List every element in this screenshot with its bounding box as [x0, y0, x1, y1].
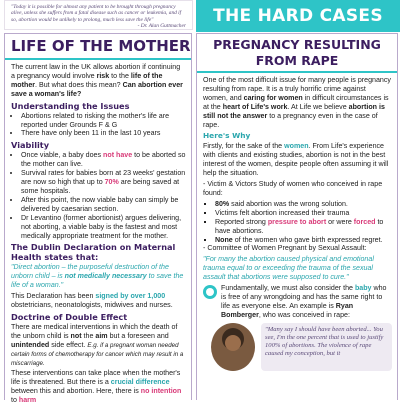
text: to be aborted so the mother can live.	[21, 151, 186, 169]
text: The current law in the UK allows abortion if continuing a pregnancy would involve	[11, 63, 181, 80]
text: of the women who gave birth expressed regret.	[232, 235, 383, 244]
ryan-bomberger-photo	[211, 323, 255, 371]
text: Firstly, for the sake of the	[203, 142, 285, 151]
text: to a pregnancy even in the case of rape.	[203, 111, 378, 129]
guttmacher-quote-box	[4, 0, 193, 30]
text: to	[11, 396, 19, 405]
text-harm: harm	[18, 396, 37, 405]
list-item: • Dr Levantino (former abortionist) argues delivering, not aborting, a viable baby is the fastest and most medically appropriate treatment for the mother.	[21, 214, 186, 241]
text-80-percent: 80%	[215, 199, 230, 208]
right-column-body	[197, 73, 397, 371]
right-column-title: PREGNANCY RESULTING FROM RAPE	[197, 34, 397, 73]
page-title-banner: THE HARD CASES	[196, 0, 400, 32]
understanding-list	[11, 112, 186, 139]
text: to have abortions.	[215, 217, 384, 235]
text: to the	[109, 71, 131, 80]
text-unintended: unintended	[11, 340, 50, 349]
list-item	[215, 200, 392, 209]
committee-quote: "For many the abortion caused physical and emotional trauma equal to or exceeding the trauma of the sexual assault that abortions were supposed to cure."	[203, 255, 374, 282]
quote-author: - Dr. Alan Guttmacher	[137, 22, 186, 29]
list-item	[21, 169, 186, 196]
text: in difficult circumstances is at the	[203, 93, 389, 111]
text: Once viable, a baby does	[21, 151, 104, 160]
text-example: E.g. if a pregnant woman needed certain forms of chemotherapy for cancer which may result in a miscarriage.	[11, 341, 184, 367]
text: side effect.	[49, 340, 88, 349]
text-crucial: crucial difference	[110, 378, 170, 387]
text: or were	[326, 217, 354, 226]
left-column-body	[5, 60, 191, 405]
text: between this and abortion. Here, there is	[11, 387, 141, 396]
text: . At Life we believe	[287, 102, 349, 111]
double-effect-heading: Doctrine of Double Effect	[11, 311, 128, 322]
life-of-mother-column	[4, 33, 192, 405]
text: There are medical interventions in which the death of the unborn child is	[11, 322, 178, 340]
baby-text	[221, 284, 392, 320]
text: . From Life's experience with clients and existing studies, abortion is not in the best interest of the women, despite people often assuming it will help the situation.	[203, 142, 389, 178]
text-life: life of the mother	[11, 71, 163, 89]
guttmacher-quote: "Today it is possible for almost any patient to be brought through pregnancy alive, unless she suffers from a fatal disease such as cancer or leukemia, and if so, abortion would be unlikely to prolong, much less save the life"	[11, 4, 182, 23]
ryan-quote-row	[203, 323, 392, 371]
text-no-intention: no intention	[140, 387, 182, 396]
text-forced: forced	[353, 217, 376, 226]
text-heart: heart of Life's work	[222, 102, 288, 111]
list-item	[21, 151, 186, 169]
study-title: - Victim & Victors Study of women who conceived in rape found:	[203, 180, 392, 198]
text-risk: risk	[96, 71, 110, 80]
text: said abortion was the wrong solution.	[229, 199, 348, 208]
viability-heading: Viability	[11, 140, 50, 151]
text-ryan: Ryan Bomberger	[221, 301, 354, 319]
committee-title: - Committee of Women Pregnant by Sexual Assault:	[203, 244, 392, 253]
list-item	[215, 218, 392, 236]
text: This Declaration has been	[11, 292, 96, 301]
text: but a foreseen and	[107, 331, 169, 340]
text: Reported strong	[215, 217, 268, 226]
dublin-quote	[11, 263, 186, 290]
heres-why-body	[203, 142, 392, 178]
text: who is free of any wrongdoing and has the same right to life as everyone else. An example is	[221, 284, 387, 310]
text: Survival rates for babies born at 23 weeks' gestation are now so high that up to	[21, 169, 186, 187]
text: One of the most difficult issue for many people is pregnancy resulting from rape. It is a truly horrific crime against women, and	[203, 76, 391, 102]
viability-list	[11, 151, 186, 240]
list-item: • Abortions related to risking the mother's life are reported under Grounds F & G	[21, 112, 186, 130]
text: obstetricians, neonatologists, midwives and nurses.	[11, 301, 173, 310]
text: are being saved at some hospitals.	[21, 178, 180, 195]
understanding-heading: Understanding the Issues	[11, 100, 130, 111]
text-pressure: pressure to abort	[267, 217, 327, 226]
double-effect-body-2	[11, 369, 186, 405]
left-column-title: LIFE OF THE MOTHER	[5, 34, 191, 60]
double-effect-body-1	[11, 323, 186, 368]
text: to save the life of a woman."	[11, 272, 184, 290]
list-item: • After this point, the now viable baby can simply be delivered by caesarian section.	[21, 196, 186, 214]
text-not-necessary: not medically necessary	[64, 272, 147, 281]
text-none: None	[215, 235, 233, 244]
list-item: • There have only been 11 in the last 10 years	[21, 129, 186, 138]
text-baby: baby	[354, 284, 372, 293]
text-caring: caring for women	[243, 93, 303, 102]
text-women: women	[284, 142, 309, 151]
text-not-have: not have	[103, 151, 133, 160]
text: These interventions can take place when the mother's life is threatened. But there is a	[11, 369, 181, 387]
rape-pregnancy-column	[196, 33, 398, 400]
text-question: Can abortion ever save a woman's life?	[11, 80, 183, 98]
dublin-heading: The Dublin Declaration on Maternal Health states that:	[11, 242, 176, 263]
text: Fundamentally, we must also consider the	[221, 284, 355, 293]
baby-paragraph	[203, 284, 392, 320]
text: , who was conceived in rape:	[258, 310, 350, 319]
text-signed: signed by over 1,000	[95, 292, 166, 301]
dublin-body	[11, 292, 186, 310]
text: the	[81, 331, 96, 340]
list-item	[215, 236, 392, 245]
left-intro	[11, 63, 186, 99]
list-item: ▪ Victims felt abortion increased their trauma	[215, 209, 392, 218]
text: "Direct abortion – the purposeful destruction of the unborn child – is	[11, 263, 169, 281]
ryan-quote: "Many say I should have been aborted... You see, I'm the one percent that is used to justify 100% of abortions. The violence of rape caused my conception, but it	[261, 323, 392, 371]
text-not-answer: abortion is still not the answer	[203, 102, 385, 120]
right-intro	[203, 76, 392, 129]
text-aim: aim	[95, 331, 108, 340]
text-not: not	[70, 331, 82, 340]
text: . But what does this mean?	[35, 80, 123, 89]
study-list	[203, 200, 392, 245]
text-percent: 70%	[104, 178, 119, 187]
baby-icon	[203, 285, 217, 299]
heres-why-heading: Here's Why	[203, 131, 251, 141]
